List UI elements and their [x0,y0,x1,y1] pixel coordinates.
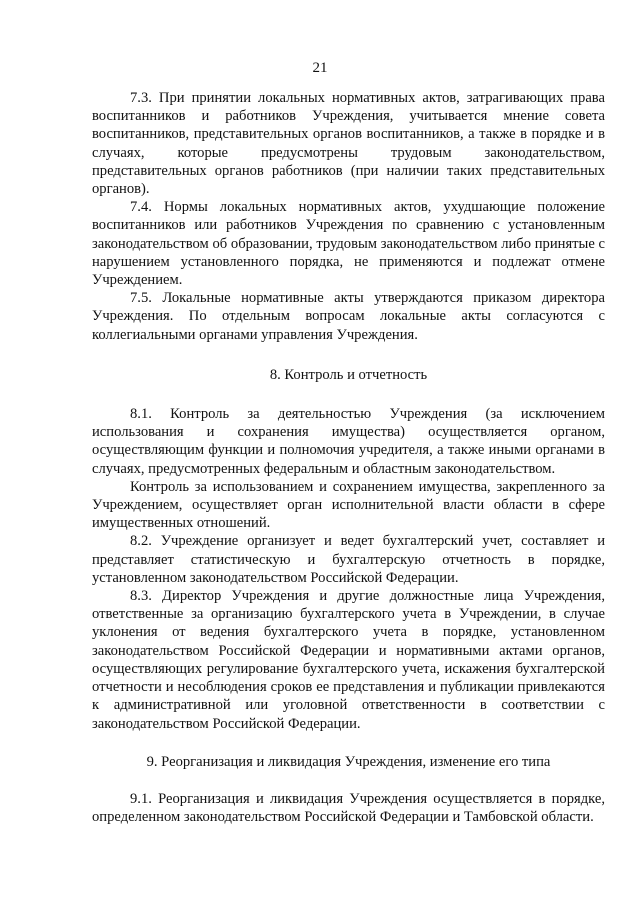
paragraph-8-1: 8.1. Контроль за деятельностью Учреждения (за исключением использования и сохранения имущества) осуществляется органом, осуществляющим функции и полномочия учредителя, а также иными органами в случаях, предусмотренных федеральным и областным законодательством. [92,406,605,477]
page-number: 21 [312,60,328,76]
paragraph-7-5: 7.5. Локальные нормативные акты утверждаются приказом директора Учреждения. По отдельным вопросам локальные акты согласуются с коллегиальными органами управления Учреждения. [92,290,605,343]
paragraph-8-1-property-control: Контроль за использованием и сохранением имущества, закрепленного за Учреждением, осуществляет орган исполнительной власти области в сфере имущественных отношений. [92,478,605,532]
section-9-heading: 9. Реорганизация и ликвидация Учреждения, изменение его типа [146,753,551,770]
paragraph-8-2: 8.2. Учреждение организует и ведет бухгалтерский учет, составляет и представляет статистическую и бухгалтерскую отчетность в порядке, установленном законодательством Российской Федерации. [92,533,605,586]
paragraph-7-4: 7.4. Нормы локальных нормативных актов, ухудшающие положение воспитанников или работников Учреждения по сравнению с установленным законодательством об образовании, трудовым законодательством либо принятые с нарушением установленного порядка, не применяются и подлежат отмене Учреждением. [92,199,605,289]
paragraph-7-3: 7.3. При принятии локальных нормативных актов, затрагивающих права воспитанников и работников Учреждения, учитывается мнение совета воспитанников, представительных органов воспитанников, а также в порядке и в случаях, которые предусмотрены трудовым законодательством, представительных органов работников (при наличии таких представительных органов). [92,90,605,198]
section-8-heading: 8. Контроль и отчетность [269,366,428,383]
paragraph-8-3: 8.3. Директор Учреждения и другие должностные лица Учреждения, ответственные за организацию бухгалтерского учета в Учреждении, в случае уклонения от ведения бухгалтерского учета в порядке, установленном законодательством Российской Федерации и нормативными актами органов, осуществляющих регулирование бухгалтерского учета, искажения бухгалтерской отчетности и несоблюдения сроков ее представления и публикации привлекаются к административной или уголовной ответственности в соответствии с законодательством Российской Федерации. [92,588,605,732]
document-body [92,89,605,826]
paragraph-9-1: 9.1. Реорганизация и ликвидация Учреждения осуществляется в порядке, определенном законодательством Российской Федерации и Тамбовской области. [92,790,605,826]
